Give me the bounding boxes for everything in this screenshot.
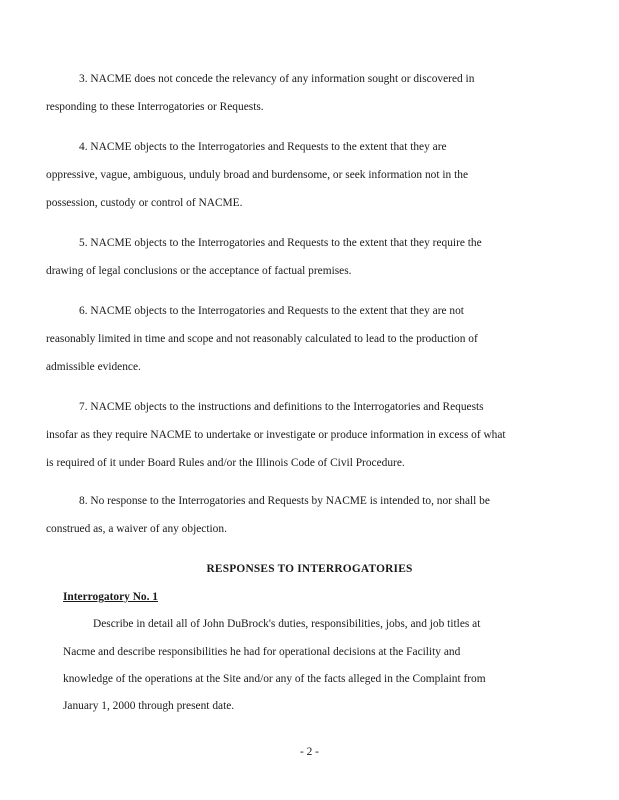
objection-3-line-1: 3. NACME does not concede the relevancy of any information sought or discovered in	[79, 73, 475, 85]
objection-4-line-2: oppressive, vague, ambiguous, unduly broad and burdensome, or seek information not in the	[46, 169, 468, 181]
objection-6-line-1: 6. NACME objects to the Interrogatories and Requests to the extent that they are not	[79, 305, 464, 317]
objection-8-line-1: 8. No response to the Interrogatories and Requests by NACME is intended to, nor shall be	[79, 495, 490, 507]
interrogatory-line-2: Nacme and describe responsibilities he had for operational decisions at the Facility and	[63, 646, 461, 658]
objection-5-line-1: 5. NACME objects to the Interrogatories and Requests to the extent that they require the	[79, 237, 482, 249]
objection-7-line-2: insofar as they require NACME to undertake or investigate or produce information in excess of what	[46, 429, 506, 441]
interrogatory-line-3: knowledge of the operations at the Site and/or any of the facts alleged in the Complaint from	[63, 673, 486, 685]
objection-8-line-2: construed as, a waiver of any objection.	[46, 523, 227, 535]
objection-4-line-3: possession, custody or control of NACME.	[46, 197, 243, 209]
objection-7-line-3: is required of it under Board Rules and/or the Illinois Code of Civil Procedure.	[46, 457, 405, 469]
interrogatory-line-4: January 1, 2000 through present date.	[63, 700, 235, 712]
section-heading: RESPONSES TO INTERROGATORIES	[206, 563, 413, 575]
interrogatory-line-1: Describe in detail all of John DuBrock's duties, responsibilities, jobs, and job titles at	[93, 618, 481, 630]
objection-7-line-1: 7. NACME objects to the instructions and definitions to the Interrogatories and Requests	[79, 401, 484, 413]
page-number: - 2 -	[300, 746, 319, 758]
objection-6-line-3: admissible evidence.	[46, 361, 141, 373]
objection-3-line-2: responding to these Interrogatories or Requests.	[46, 101, 264, 113]
interrogatory-title: Interrogatory No. 1	[63, 591, 159, 603]
objection-5-line-2: drawing of legal conclusions or the acceptance of factual premises.	[46, 265, 352, 277]
objection-4-line-1: 4. NACME objects to the Interrogatories and Requests to the extent that they are	[79, 141, 447, 153]
objection-6-line-2: reasonably limited in time and scope and not reasonably calculated to lead to the production of	[46, 333, 478, 345]
